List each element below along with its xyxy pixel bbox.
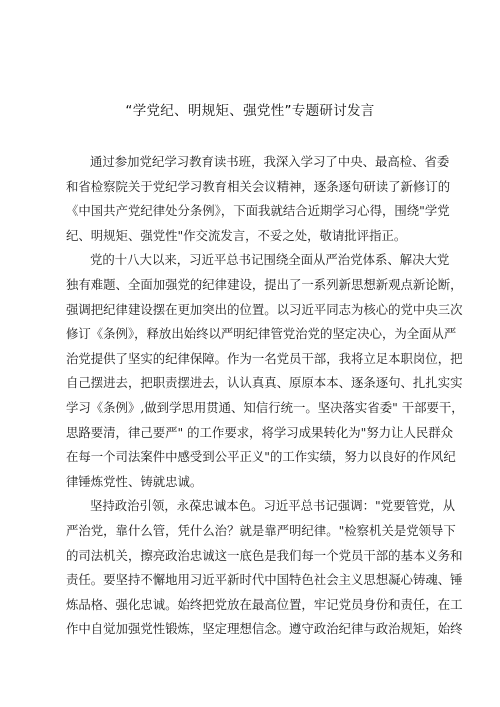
- text-line: 强调把纪律建设摆在更加突出的位置。以习近平同志为核心的党中央三次: [66, 301, 463, 317]
- text-line: 的司法机关，擦亮政治忠诚这一底色是我们每一个党员干部的基本义务和: [66, 547, 463, 563]
- text-line: 治党提供了坚实的纪律保障。作为一名党员干部，我将立足本职岗位，把: [66, 350, 463, 366]
- text-line: 纪、明规矩、强党性"作交流发言，不妥之处，敬请批评指正。: [66, 227, 407, 243]
- paragraph-background: [66, 248, 464, 494]
- text-line: 律锤炼党性、铸就忠诚。: [66, 473, 203, 489]
- paragraph-intro: [66, 150, 451, 248]
- text-line: 责任。要坚持不懈地用习近平新时代中国特色社会主义思想凝心铸魂、锤: [66, 572, 463, 588]
- paragraph-political-guidance: [66, 494, 463, 642]
- text-line: 学习《条例》,做到学思用贯通、知信行统一。坚决落实省委" 干部要干，: [66, 399, 464, 415]
- text-line: 和省检察院关于党纪学习教育相关会议精神，逐条逐句研读了新修订的: [66, 178, 451, 194]
- text-line: 修订《条例》，释放出始终以严明纪律管党治党的坚定决心，为全面从严: [66, 326, 457, 342]
- text-line: 作中自觉加强党性锻炼，坚定理想信念。遵守政治纪律与政治规矩，始终: [66, 621, 463, 637]
- text-line: 党的十八大以来，习近平总书记围绕全面从严治党体系、解决大党: [90, 252, 450, 268]
- text-line: 严治党，靠什么管，凭什么治？就是靠严明纪律。"检察机关是党领导下: [66, 522, 456, 538]
- text-line: 《中国共产党纪律处分条例》，下面我就结合近期学习心得，围绕"学党: [66, 203, 450, 219]
- text-line: 独有难题、全面加强党的纪律建设，提出了一系列新思想新观点新论断，: [66, 276, 463, 292]
- text-line: 通过参加党纪学习教育读书班，我深入学习了中央、最高检、省委: [90, 154, 450, 169]
- text-line: 自己摆进去，把职责摆进去，认认真真、原原本本、逐条逐句、扎扎实实: [66, 375, 463, 391]
- text-line: 炼品格、强化忠诚。始终把党放在最高位置，牢记党员身份和责任，在工: [66, 596, 463, 612]
- document-body: [66, 150, 464, 642]
- text-line: 思路要清，律己要严" 的工作要求，将学习成果转化为"努力让人民群众: [66, 424, 454, 440]
- document-title: “学党纪、明规矩、强党性”专题研讨发言: [125, 103, 375, 119]
- text-line: 在每一个司法案件中感受到公平正义"的工作实绩，努力以良好的作风纪: [66, 449, 456, 465]
- text-line: 坚持政治引领，永葆忠诚本色。习近平总书记强调："党要管党，从: [90, 498, 456, 514]
